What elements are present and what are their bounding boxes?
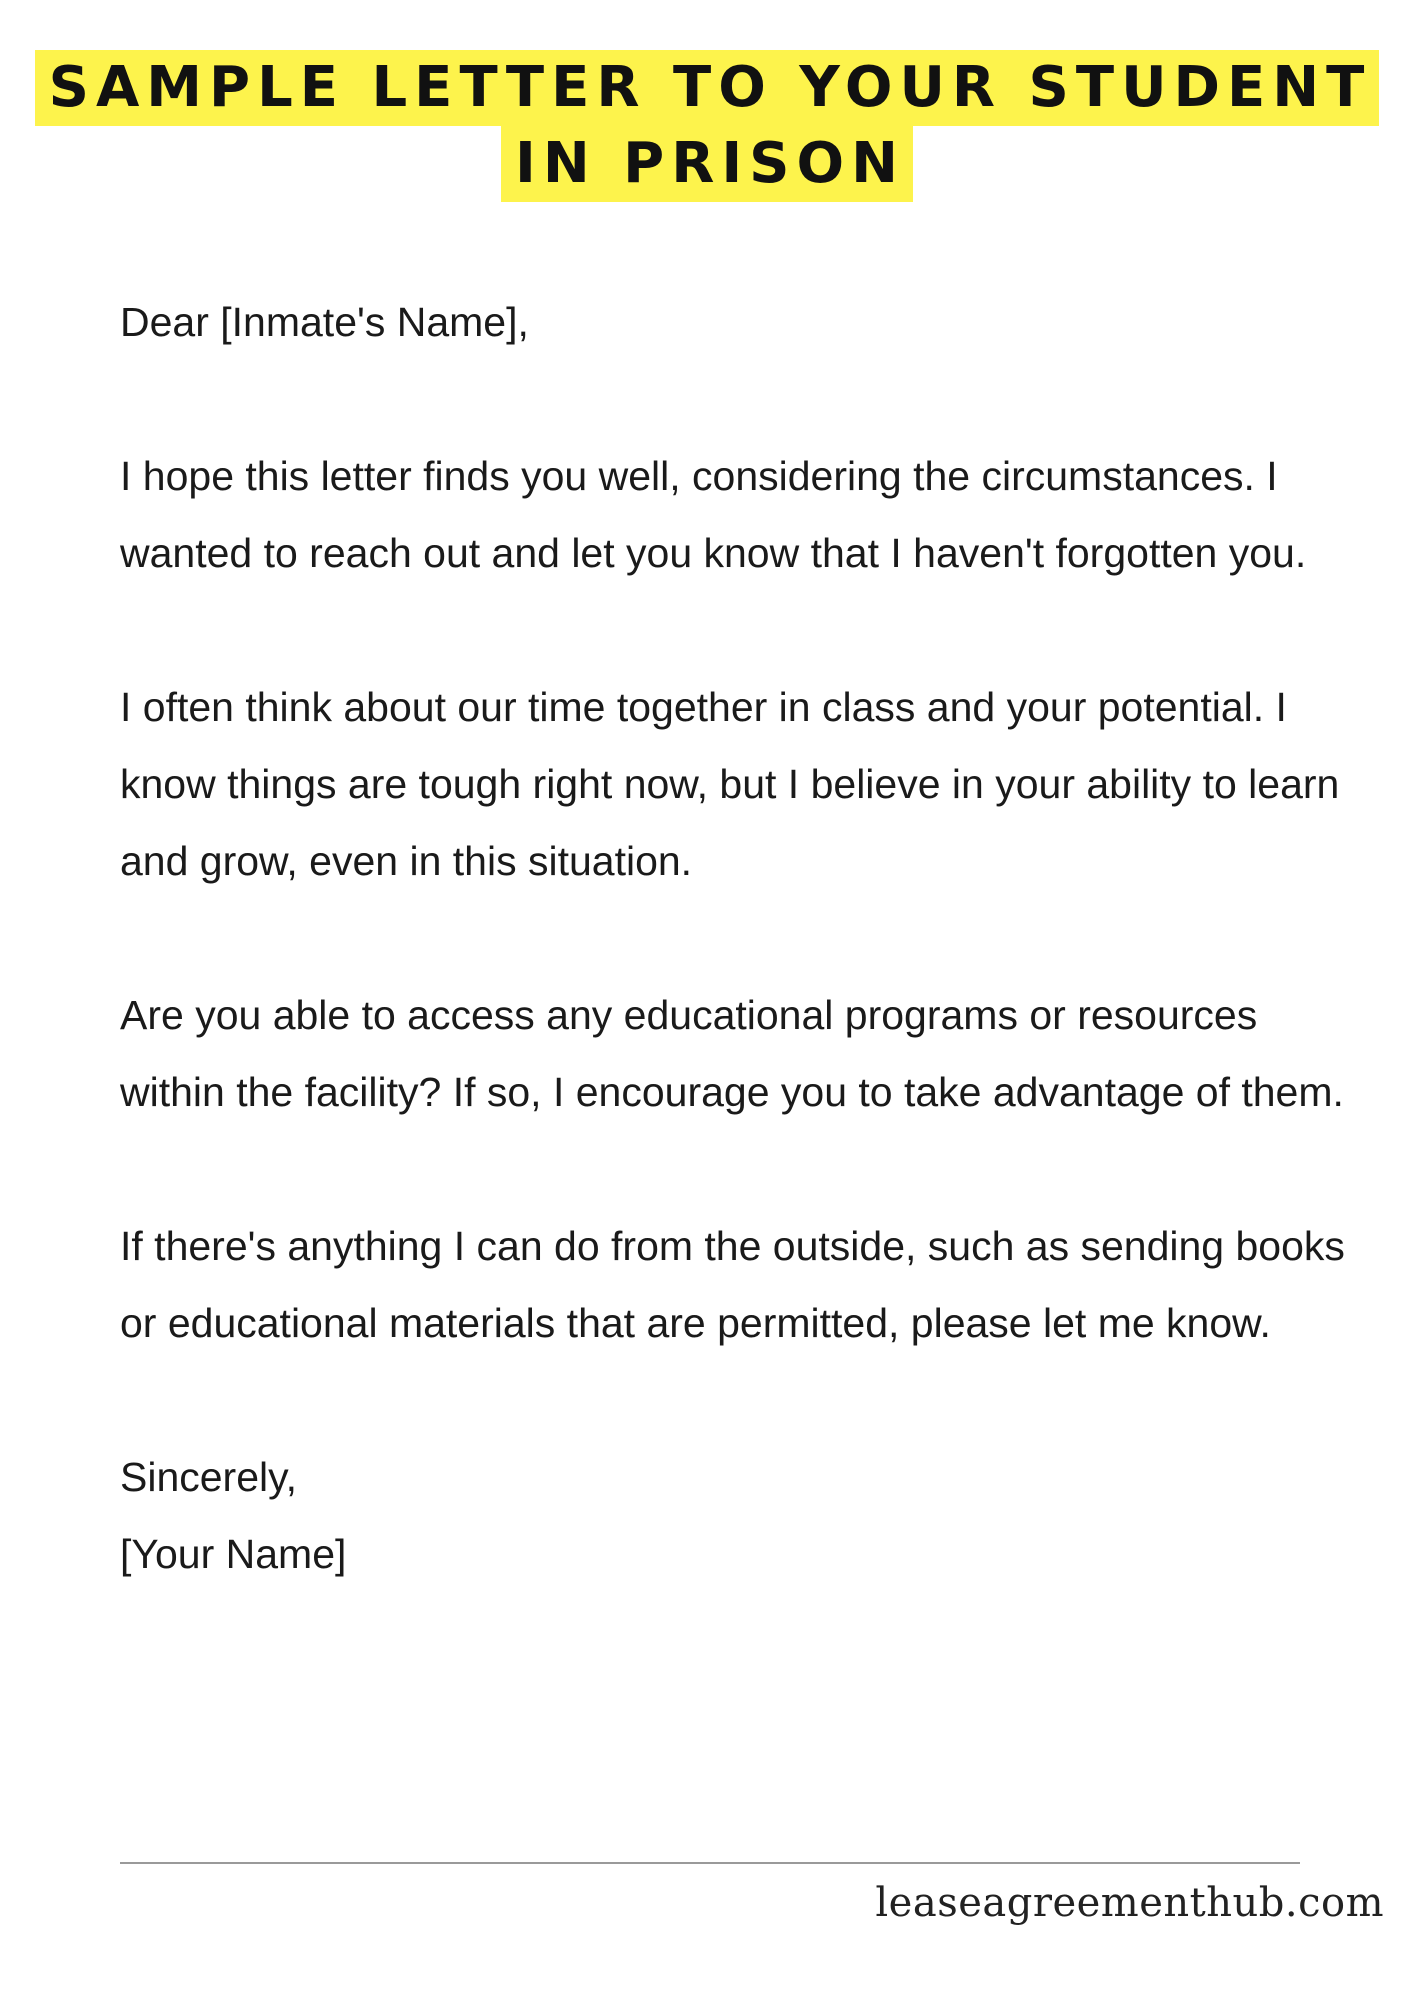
paragraph-2: I often think about our time together in class and your potential. I know things are tough right now, but I believe in your ability to learn and grow, even in this situation. — [120, 684, 1340, 884]
letter-body — [120, 284, 1360, 1593]
closing: Sincerely, — [120, 1454, 297, 1500]
title-line-2: IN PRISON — [501, 126, 913, 202]
title-line-1: SAMPLE LETTER TO YOUR STUDENT — [35, 50, 1380, 126]
footer-site-name: leaseagreementhub.com — [875, 1880, 1384, 1926]
salutation: Dear [Inmate's Name], — [120, 299, 529, 345]
signature: [Your Name] — [120, 1531, 347, 1577]
paragraph-1: I hope this letter finds you well, considering the circumstances. I wanted to reach out and let you know that I haven't forgotten you. — [120, 453, 1307, 576]
closing-block — [120, 1439, 1360, 1593]
footer-divider — [120, 1862, 1300, 1864]
document-title — [0, 50, 1414, 202]
paragraph-3: Are you able to access any educational programs or resources within the facility? If so, I encourage you to take advantage of them. — [120, 992, 1344, 1115]
paragraph-4: If there's anything I can do from the outside, such as sending books or educational materials that are permitted, please let me know. — [120, 1223, 1345, 1346]
